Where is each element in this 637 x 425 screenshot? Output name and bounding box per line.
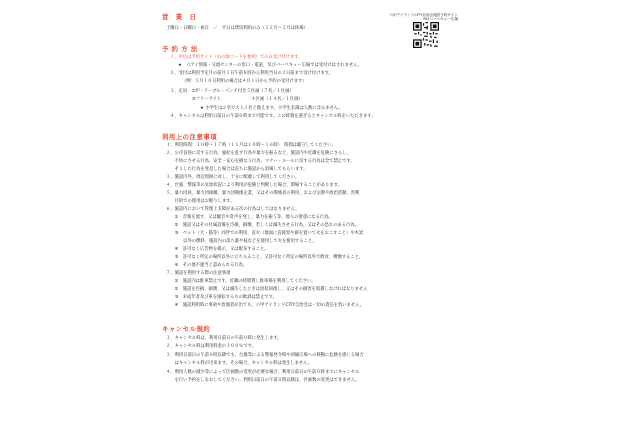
notes-line: ② 施設又はその付属設備を汚損、損壊、若しくは滅失させる行為。又はその恐れのある行為。 xyxy=(166,223,359,228)
notes-line: ６、施設内において管理上支障がある次の行為はしてはなりません。 xyxy=(166,207,300,212)
hours-line: 土曜日・日曜日・祝日 ／ 平日は貸切利用のみ（１２月～３月は休場） xyxy=(166,26,308,31)
notes-title: 利用上の注意事項 xyxy=(162,133,218,141)
notes-line: そうした行為を発見した場合は直ちに施設から退場してもらいます。 xyxy=(166,167,308,172)
notes-line: ７、施設を利用する際の注意事項 xyxy=(166,271,231,276)
reservation-line: ②フリーサイト ４区画（１４名／１区画） xyxy=(192,97,303,102)
qr-code-icon[interactable] xyxy=(413,22,439,48)
notes-line: ２、公序良俗に反する行為、風紀を乱す行為や暴力を振るなど、施設内や近隣を危険にさらし、 xyxy=(166,151,351,156)
cancel-line: ４、利用人数の減少等によって区画数の変更が必要な場合、利用日前日の午前０時までにキャンセル xyxy=(166,370,360,375)
cancel-line: はキャンセル料が出来ます。その場合、キャンセル料は発生しません。 xyxy=(166,361,313,366)
notes-line: ４、台風、警報等の気象状況により利用が危険と判断した場合、閉場することがあります。 xyxy=(166,183,342,188)
reservation-line: （例：５月１０日利用の場合は４月１日から予約の受付けます） xyxy=(182,79,307,84)
notes-line: ⑥ その他不適当と認められる行為。 xyxy=(166,263,248,268)
notes-line: ④ 施設利用時に事故や負傷者が出ても、六甲アイランドCITY自治会は一切の責任を負いません。 xyxy=(166,303,365,308)
notes-line: ③ ペット（犬・猫等）同伴での利用、直火（地面に直接炭や薪を置いて火をおこすこと）や木炭 xyxy=(166,231,364,236)
cancel-line: ３、利用日前日の午前０時以降でも、台風等による警報発令時や初級広場への移動に危険を感じる場合 xyxy=(166,353,364,358)
reservation-line: ★ 六アイ情報・交流センターの窓口・電話、及びバーベキュー広場では受付けはされません。 xyxy=(178,63,363,68)
qr-label-line-2: RCIバーベキュー広場 xyxy=(423,17,458,22)
qr-label xyxy=(374,13,458,22)
reservation-line: ３、定員：①炉・テーブル・ベンチ付き５区画（７名／１区画） xyxy=(170,89,294,94)
notes-line: ５、暴力団員、暴力団組織、暴力団関係企業、又はその関係者の利用、および宗教や政治活動、営利 xyxy=(166,191,360,196)
notes-line: ３、施設内外、周辺周囲に対し、十分に配慮して利用してください。 xyxy=(166,175,300,180)
cancel-title: キャンセル規約 xyxy=(162,325,211,333)
notes-line: 目的での使用はお断りします。 xyxy=(166,199,235,204)
notes-line: ③ 未成年者及び車を運転する方の飲酒は禁止です。 xyxy=(166,295,277,300)
document-page xyxy=(148,0,490,425)
notes-line: 不快にさせる行為、安全・安心を損なう行為、マナー・ルールに反する行為は全て禁止です。 xyxy=(166,159,355,164)
reservation-line: ★ 小学生は２名で大人１名と数えます。小学生未満は人数に含みません。 xyxy=(200,106,343,111)
notes-line: 以外の燃料、施設内の落ち葉や枝などを使用して火を使用すること。 xyxy=(166,239,317,244)
reservation-title: 予 約 方 法 xyxy=(162,45,198,53)
hours-title: 営 業 日 xyxy=(162,13,197,21)
reservation-line: １、申込は予約サイト（右の緑コードを参照）でのみ受け付けます。 xyxy=(170,55,303,60)
notes-line: ② 施設を汚損、損壊、又は滅失したときは原状回復し、又はその損害を賠償しなければなりません xyxy=(166,287,368,292)
cancel-line: ２、キャンセル料は利用料金の１００％です。 xyxy=(166,344,256,349)
qr-label-line-1: 六甲アイランドCITY自治会施設予約サイト xyxy=(389,13,458,17)
notes-line: ⑤ 許可なく所定の場所以外に立ち入ること。又許可なく所定の場所以外で飲食、喫煙すること。 xyxy=(166,255,364,260)
reservation-line: ２、受付は利用予定月の前月１日午前８時から利用当日の２日前まで受け付けます。 xyxy=(170,71,333,76)
notes-line: ① 施設内は駐車禁止です。近隣の時間貸し駐車場を利用してください。 xyxy=(166,279,316,284)
notes-line: １、利用時間：１０時～１７時（１１月は１０時～１６時） 時間は厳守してください。 xyxy=(166,143,336,148)
cancel-line: を行い予約をしなおしてください。利用日前日の午前０時以降は、区画数の変更はできません。 xyxy=(166,378,360,383)
cancel-line: １、キャンセル料は、利用日前日の午前０時に発生します。 xyxy=(166,336,282,341)
notes-line: ④ 許可なく広告物を掲示、又は配布すること。 xyxy=(166,247,269,252)
notes-line: ① 音楽を流す、又は騒音や奇声を発し、暴力を振う等、他人の迷惑になる行為。 xyxy=(166,215,333,220)
reservation-line: ４、キャンセルは利用日前日の午前０時まで可能です。この時刻を過ぎるとキャンセル料をいただきます。 xyxy=(170,114,376,119)
